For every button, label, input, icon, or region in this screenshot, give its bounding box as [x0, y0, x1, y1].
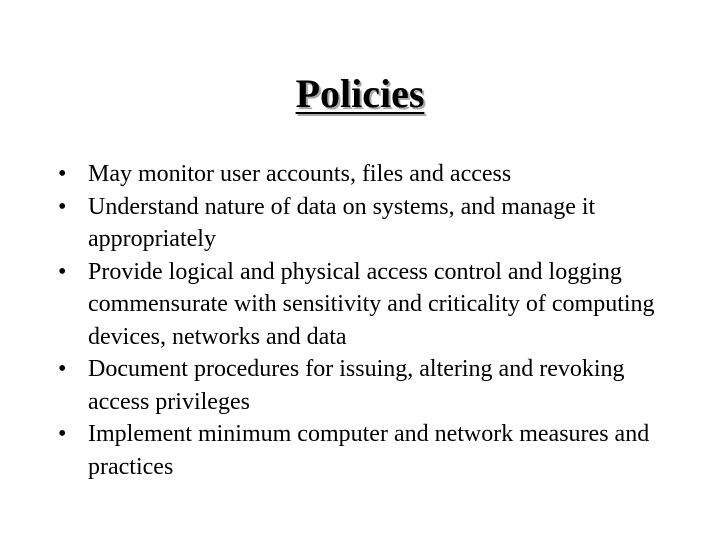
bullet-item [58, 158, 668, 191]
bullet-list [58, 158, 668, 483]
bullet-icon: • [58, 161, 67, 187]
bullet-item [58, 418, 668, 483]
bullet-icon: • [58, 356, 67, 382]
bullet-text: May monitor user accounts, files and access [88, 161, 512, 187]
slide-title-text: Policies [295, 71, 425, 116]
bullet-item [58, 256, 668, 354]
bullet-text: Provide logical and physical access control and logging commensurate with sensitivity and criticality of computing devices, networks and data [88, 258, 655, 350]
bullet-item [58, 353, 668, 418]
bullet-icon: • [58, 193, 67, 220]
bullet-icon: • [58, 258, 67, 285]
bullet-item [58, 191, 668, 256]
slide-title [0, 68, 720, 120]
bullet-icon: • [58, 421, 67, 447]
bullet-text: Understand nature of data on systems, and manage it appropriately [88, 193, 596, 252]
bullet-text: Document procedures for issuing, altering and revoking access privileges [88, 356, 625, 415]
bullet-text: Implement minimum computer and network measures and practices [88, 421, 650, 480]
